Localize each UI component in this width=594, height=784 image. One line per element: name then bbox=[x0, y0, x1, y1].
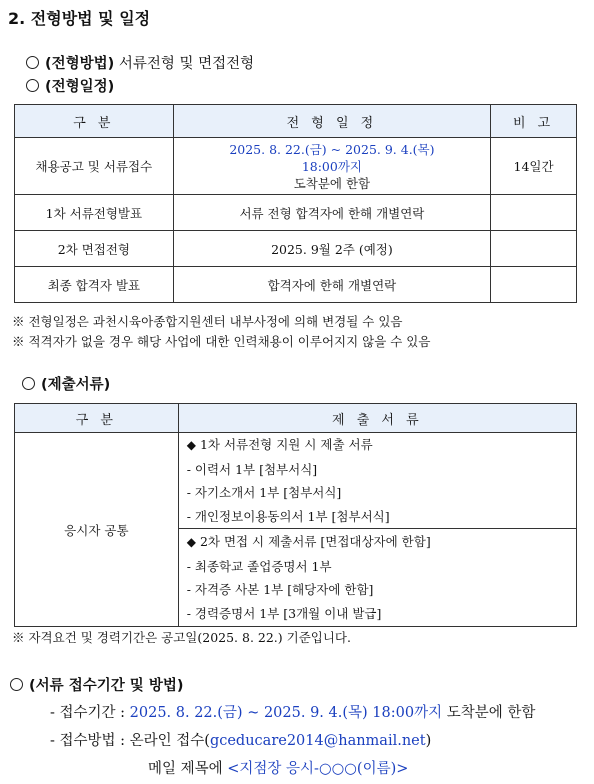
circle-bullet-icon bbox=[10, 678, 23, 691]
section-heading: 2. 전형방법 및 일정 bbox=[8, 9, 151, 28]
table-row bbox=[15, 433, 577, 529]
row-category: 최종 합격자 발표 bbox=[15, 267, 174, 303]
diamond-bullet-icon: ◆ bbox=[186, 438, 196, 452]
row-category: 2차 면접전형 bbox=[15, 231, 174, 267]
circle-bullet-icon bbox=[26, 79, 39, 92]
schedule-header-date: 전 형 일 정 bbox=[173, 105, 490, 138]
schedule-table bbox=[14, 104, 577, 303]
table-row bbox=[15, 267, 577, 303]
period-line: - 접수기간 : 2025. 8. 22.(금) ~ 2025. 9. 4.(목) 18:00까지 도착분에 한함 bbox=[50, 705, 536, 721]
documents-table bbox=[14, 403, 577, 627]
method-line bbox=[26, 52, 254, 73]
mail-subject-line: 메일 제목에 <지점장 응시-○○○(이름)> bbox=[148, 761, 409, 777]
row-schedule: 2025. 8. 22.(금) ~ 2025. 9. 4.(목) 18:00까지 도착분에 한함 bbox=[173, 138, 490, 195]
circle-bullet-icon bbox=[26, 56, 39, 69]
row-category: 1차 서류전형발표 bbox=[15, 195, 174, 231]
documents-label: (제출서류) bbox=[41, 377, 111, 393]
list-item: - 이력서 1부 [첨부서식] bbox=[186, 461, 318, 477]
list-item: - 개인정보이용동의서 1부 [첨부서식] bbox=[186, 508, 390, 524]
period-label-line bbox=[10, 674, 183, 695]
documents-note: ※ 자격요건 및 경력기간은 공고일(2025. 8. 22.) 기준입니다. bbox=[12, 630, 351, 645]
method-detail-line: - 접수방법 : 온라인 접수(gceducare2014@hanmail.net) bbox=[50, 733, 432, 749]
schedule-label: (전형일정) bbox=[45, 79, 115, 95]
list-item: - 경력증명서 1부 [3개월 이내 발급] bbox=[186, 605, 382, 621]
row-schedule: 합격자에 한해 개별연락 bbox=[173, 267, 490, 303]
row-note bbox=[491, 231, 577, 267]
documents-category: 응시자 공통 bbox=[15, 433, 179, 627]
row-note bbox=[491, 267, 577, 303]
list-item: - 자격증 사본 1부 [해당자에 한함] bbox=[186, 582, 374, 597]
method-text: 서류전형 및 면접전형 bbox=[118, 56, 255, 72]
schedule-header-note: 비 고 bbox=[491, 105, 577, 138]
documents-group-2: ◆ 2차 면접 시 제출서류 [면접대상자에 한함] - 최종학교 졸업증명서 1부 - 자격증 사본 1부 [해당자에 한함] - 경력증명서 1부 [3개월 이내 발급] bbox=[178, 529, 576, 627]
schedule-note: ※ 적격자가 없을 경우 해당 사업에 대한 인력채용이 이루어지지 않을 수 있음 bbox=[12, 334, 431, 349]
documents-group-1: ◆ 1차 서류전형 지원 시 제출 서류 - 이력서 1부 [첨부서식] - 자기소개서 1부 [첨부서식] - 개인정보이용동의서 1부 [첨부서식] bbox=[178, 433, 576, 529]
row-note bbox=[491, 195, 577, 231]
row-schedule: 2025. 9월 2주 (예정) bbox=[173, 231, 490, 267]
documents-label-line bbox=[22, 373, 110, 394]
method-label: (전형방법) bbox=[45, 56, 115, 72]
documents-header-list: 제 출 서 류 bbox=[178, 404, 576, 433]
email-link[interactable]: gceducare2014@hanmail.net bbox=[209, 733, 426, 749]
schedule-header-category: 구 분 bbox=[15, 105, 174, 138]
schedule-label-line bbox=[26, 75, 114, 96]
list-item: - 최종학교 졸업증명서 1부 bbox=[186, 558, 332, 574]
schedule-note: ※ 전형일정은 과천시육아종합지원센터 내부사정에 의해 변경될 수 있음 bbox=[12, 314, 403, 329]
row-schedule: 서류 전형 합격자에 한해 개별연락 bbox=[173, 195, 490, 231]
diamond-bullet-icon: ◆ bbox=[186, 535, 196, 549]
row-category: 채용공고 및 서류접수 bbox=[15, 138, 174, 195]
circle-bullet-icon bbox=[22, 377, 35, 390]
list-item: - 자기소개서 1부 [첨부서식] bbox=[186, 485, 342, 500]
row-note: 14일간 bbox=[491, 138, 577, 195]
period-label: (서류 접수기간 및 방법) bbox=[29, 678, 184, 694]
table-row bbox=[15, 138, 577, 195]
table-row bbox=[15, 195, 577, 231]
table-row bbox=[15, 231, 577, 267]
documents-header-category: 구 분 bbox=[15, 404, 179, 433]
